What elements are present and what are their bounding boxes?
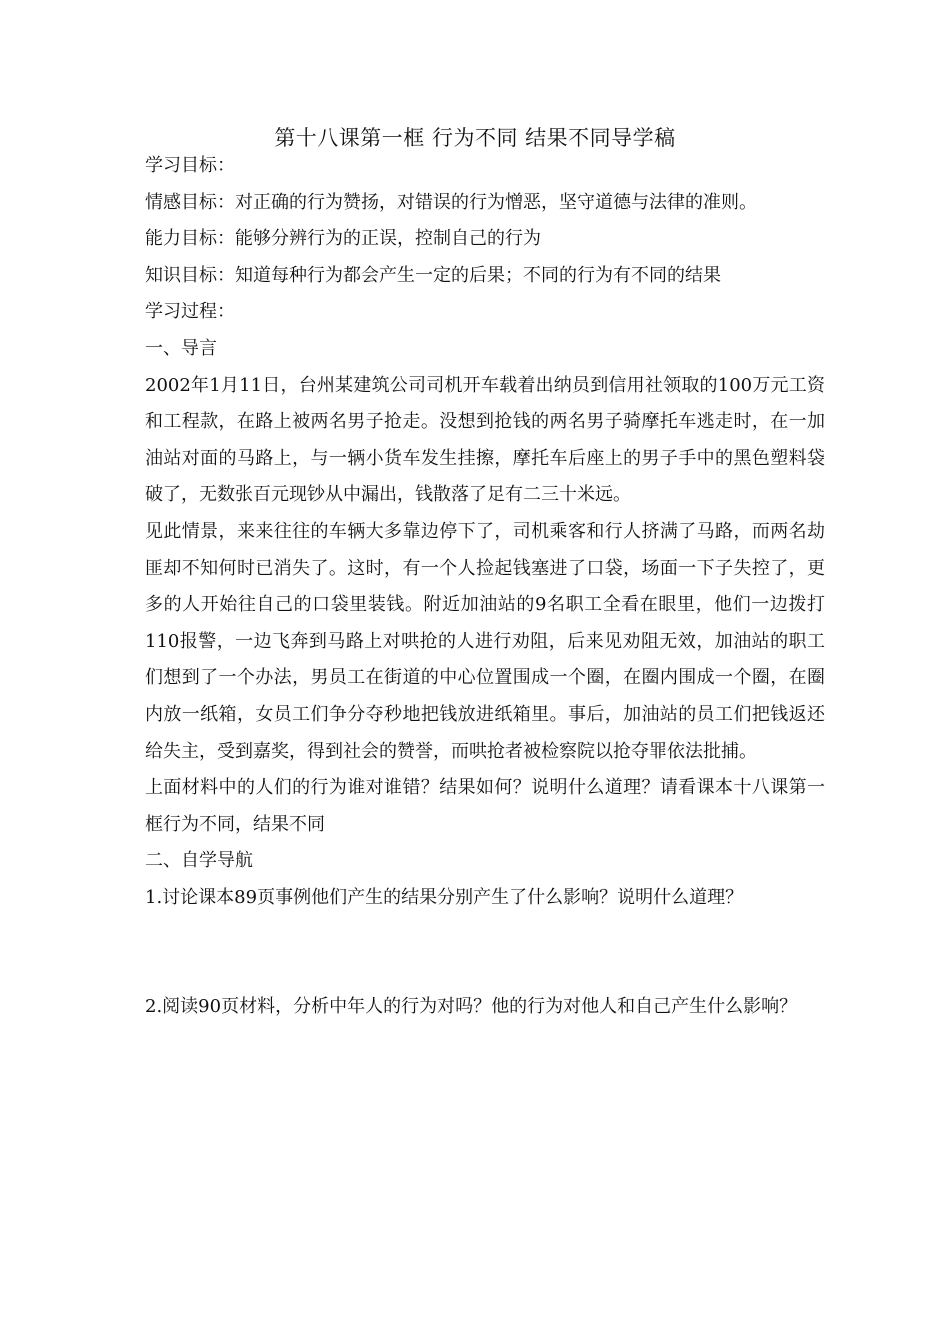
- page-title: 第十八课第一框 行为不同 结果不同导学稿: [274, 126, 676, 150]
- question-1: 1.讨论课本89页事例他们产生的结果分别产生了什么影响？说明什么道理？: [145, 886, 744, 908]
- question-intro: 上面材料中的人们的行为谁对谁错？结果如何？说明什么道理？请看课本十八课第一框行为不同，结果不同: [145, 777, 825, 835]
- answer-space: [145, 916, 825, 989]
- question-2: 2.阅读90页材料，分析中年人的行为对吗？他的行为对他人和自己产生什么影响？: [145, 996, 798, 1018]
- story-paragraph-2: 见此情景，来来往往的车辆大多靠边停下了，司机乘客和行人挤满了马路，而两名劫匪却不知何时已消失了。这时，有一个人捡起钱塞进了口袋，场面一下子失控了，更多的人开始往自己的口袋里装钱。附近加油站的9名职工全看在眼里，他们一边拨打110报警，一边飞奔到马路上对哄抢的人进行劝阻，后来见劝阻无效，加油站的职工们想到了一个办法，男员工在街道的中心位置围成一个圈，在圈内围成一个圈，在圈内放一纸箱，女员工们争分夺秒地把钱放进纸箱里。事后，加油站的员工们把钱返还给失主，受到嘉奖，得到社会的赞誉，而哄抢者被检察院以抢夺罪依法批捕。: [145, 520, 825, 762]
- document-body: [145, 148, 825, 1026]
- ability-goal: 能力目标：能够分辨行为的正误，控制自己的行为: [145, 228, 541, 250]
- story-paragraph-1: 2002年1月11日，台州某建筑公司司机开车载着出纳员到信用社领取的100万元工资和工程款，在路上被两名男子抢走。没想到抢钱的两名男子骑摩托车逃走时，在一加油站对面的马路上，与一辆小货车发生挂擦，摩托车后座上的男子手中的黑色塑料袋破了，无数张百元现钞从中漏出，钱散落了足有二三十米远。: [145, 374, 825, 506]
- process-heading: 学习过程：: [145, 301, 235, 323]
- section-heading-introduction: 一、导言: [145, 337, 217, 359]
- objectives-heading: 学习目标：: [145, 155, 235, 176]
- section-heading-self-study: 二、自学导航: [145, 850, 253, 872]
- knowledge-goal: 知识目标：知道每种行为都会产生一定的后果；不同的行为有不同的结果: [145, 264, 721, 286]
- emotion-goal: 情感目标：对正确的行为赞扬，对错误的行为憎恶，坚守道德与法律的准则。: [145, 191, 757, 213]
